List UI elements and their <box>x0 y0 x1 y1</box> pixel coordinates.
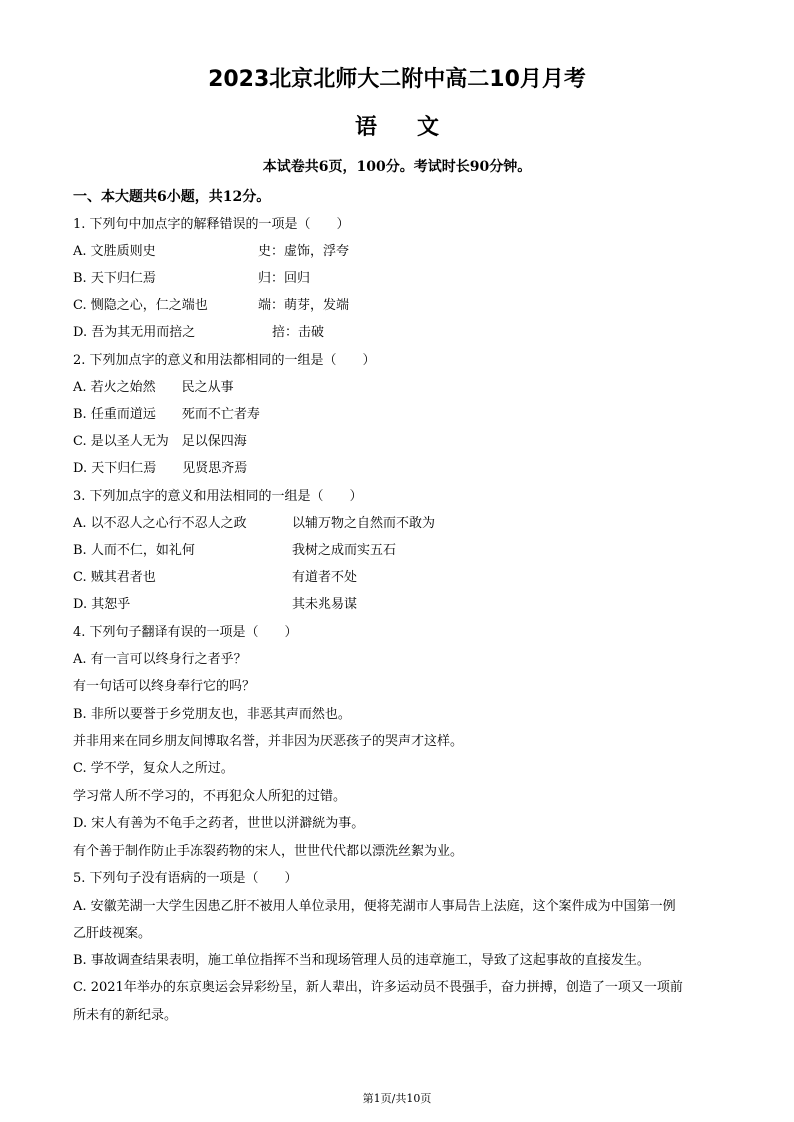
option-text: A. 安徽芜湖一大学生因患乙肝不被用人单位录用，便将芜湖市人事局告上法庭，这个案件成为中国第一例 <box>73 899 676 914</box>
option-text: C. 是以圣人无为 足以保四海 <box>73 434 247 449</box>
translation-text: 并非用来在同乡朋友间博取名誉，并非因为厌恶孩子的哭声才这样。 <box>73 734 464 749</box>
subject-title: 语文 <box>354 115 479 140</box>
option-explanation: 归：回归 <box>258 271 311 286</box>
option-text: C. 恻隐之心，仁之端也 <box>73 298 208 313</box>
option-explanation: 史：虚饰，浮夸 <box>258 244 350 259</box>
option-compare: 以辅万物之自然而不敢为 <box>292 516 436 531</box>
option-text: 乙肝歧视案。 <box>73 926 152 941</box>
option-text: A. 以不忍人之心行不忍人之政 <box>73 516 247 531</box>
option-text: C. 贼其君者也 <box>73 570 156 585</box>
exam-title: 2023北京北师大二附中高二10月月考 <box>208 67 586 92</box>
option-text: B. 事故调查结果表明，施工单位指挥不当和现场管理人员的违章施工，导致了这起事故的直接发生。 <box>73 953 650 968</box>
question-stem: 2. 下列加点字的意义和用法都相同的一组是（ ） <box>73 353 376 368</box>
option-text: 所未有的新纪录。 <box>73 1008 178 1023</box>
option-explanation: 掊：击破 <box>272 325 325 340</box>
option-text: C. 2021年举办的东京奥运会异彩纷呈，新人辈出，许多运动员不畏强手，奋力拼搏，创造了一项又一项前 <box>73 980 683 995</box>
option-text: D. 其恕乎 <box>73 597 131 612</box>
option-text: A. 有一言可以终身行之者乎？ <box>73 652 247 667</box>
page-number: 第1页/共10页 <box>362 1092 432 1105</box>
translation-text: 有个善于制作防止手冻裂药物的宋人，世世代代都以漂洗丝絮为业。 <box>73 844 464 859</box>
section-heading: 一、本大题共6小题，共12分。 <box>73 189 271 205</box>
option-text: D. 天下归仁焉 见贤思齐焉 <box>73 461 248 476</box>
option-compare: 我树之成而实五石 <box>292 543 397 558</box>
question-stem: 3. 下列加点字的意义和用法相同的一组是（ ） <box>73 489 363 504</box>
option-text: B. 天下归仁焉 <box>73 271 156 286</box>
question-stem: 4. 下列句子翻译有误的一项是（ ） <box>73 625 298 640</box>
option-compare: 其未兆易谋 <box>292 597 358 612</box>
option-explanation: 端：萌芽，发端 <box>258 298 350 313</box>
option-text: D. 宋人有善为不龟手之药者，世世以洴澼絖为事。 <box>73 816 365 831</box>
option-text: A. 若火之始然 民之从事 <box>73 380 234 395</box>
option-text: A. 文胜质则史 <box>73 244 156 259</box>
translation-text: 学习常人所不学习的，不再犯众人所犯的过错。 <box>73 789 347 804</box>
translation-text: 有一句话可以终身奉行它的吗？ <box>73 679 256 694</box>
option-text: C. 学不学，复众人之所过。 <box>73 761 234 776</box>
question-stem: 5. 下列句子没有语病的一项是（ ） <box>73 871 298 886</box>
option-text: B. 任重而道远 死而不亡者寿 <box>73 407 260 422</box>
option-text: B. 非所以要誉于乡党朋友也，非恶其声而然也。 <box>73 707 351 722</box>
option-text: D. 吾为其无用而掊之 <box>73 325 196 340</box>
question-stem: 1. 下列句中加点字的解释错误的一项是（ ） <box>73 217 350 232</box>
option-compare: 有道者不处 <box>292 570 358 585</box>
option-text: B. 人而不仁，如礼何 <box>73 543 195 558</box>
exam-info: 本试卷共6页，100分。考试时长90分钟。 <box>262 159 532 175</box>
